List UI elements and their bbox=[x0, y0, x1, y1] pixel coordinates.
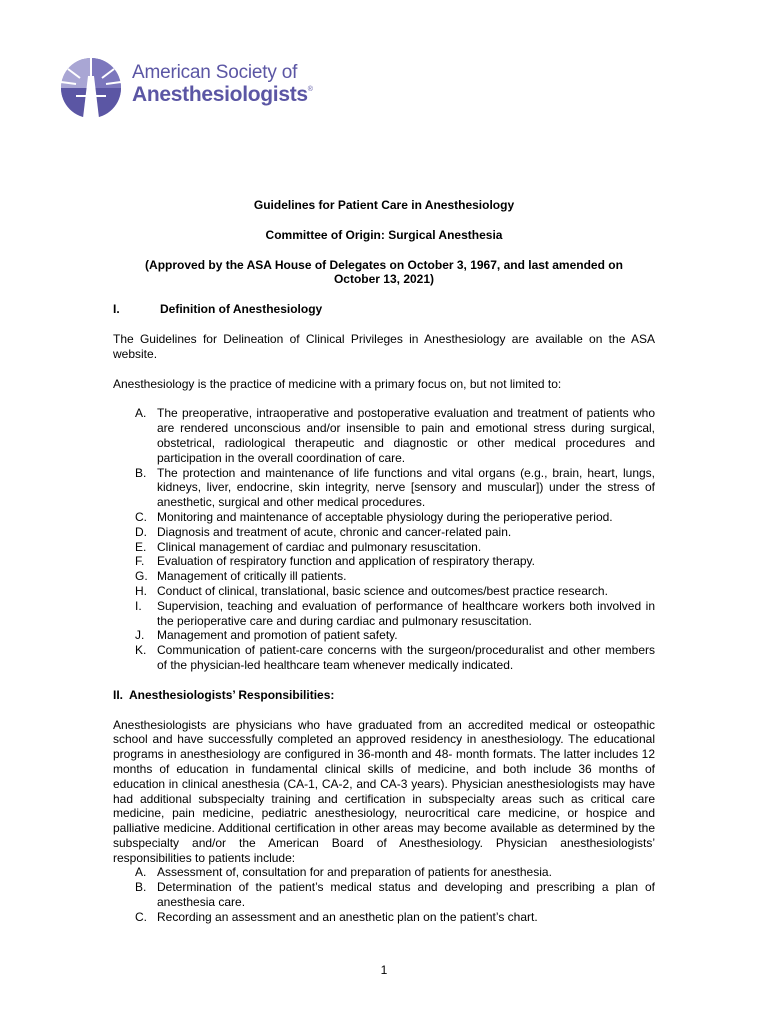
list-item: D. Diagnosis and treatment of acute, chronic and cancer-related pain. bbox=[135, 524, 512, 539]
list-item: I. Supervision, teaching and evaluation of performance of healthcare workers both involved in the perioperative care and during cardiac and pulmonary resuscitation. bbox=[135, 598, 655, 628]
section-1-title: Definition of Anesthesiology bbox=[160, 302, 323, 317]
section-2-number: II. bbox=[113, 687, 124, 702]
asa-emblem-icon bbox=[58, 56, 124, 120]
section-2-heading bbox=[113, 688, 655, 703]
document-body bbox=[113, 198, 655, 925]
section-1-list bbox=[135, 406, 655, 672]
section-2-paragraph: Anesthesiologists are physicians who have graduated from an accredited medical or osteopathic school and have successfully completed an approved residency in anesthesiology. The educational programs in anesthesiology are configured in 36-month and 48- month formats. The latter includes 12 months of education in fundamental clinical skills of medicine, and both include 36 months of education in clinical anesthesia (CA-1, CA-2, and CA-3 years). Physician anesthesiologists may have had additional subspecialty training and certification in subspecialty areas such as critical care medicine, pain medicine, pediatric anesthesiology, neurocritical care medicine, or hospice and palliative medicine. Additional certification in other areas may become available as determined by the subspecialty and/or the American Board of Anesthesiology. Physician anesthesiologists’ responsibilities to patients include: bbox=[113, 717, 655, 865]
approval-note: (Approved by the ASA House of Delegates on October 3, 1967, and last amended on October 13, 2021) bbox=[145, 257, 623, 287]
section-1-number: I. bbox=[113, 302, 120, 317]
logo-line-2: Anesthesiologists® bbox=[132, 83, 313, 106]
list-item: C. Recording an assessment and an anesthetic plan on the patient’s chart. bbox=[135, 909, 538, 924]
list-item: F. Evaluation of respiratory function and application of respiratory therapy. bbox=[135, 554, 535, 569]
document-title: Guidelines for Patient Care in Anesthesiology bbox=[253, 198, 515, 212]
section-2-list bbox=[135, 865, 655, 924]
list-item: B. The protection and maintenance of life functions and vital organs (e.g., brain, heart, lungs, kidneys, liver, endocrine, skin integrity, nerve [sensory and muscular]) under the stress of anesthetic, surgical and other medical procedures. bbox=[135, 465, 655, 510]
list-item: B. Determination of the patient’s medical status and developing and prescribing a plan of anesthesia care. bbox=[135, 880, 655, 910]
list-item: G. Management of critically ill patients. bbox=[135, 569, 347, 584]
list-item: H. Conduct of clinical, translational, basic science and outcomes/best practice research. bbox=[135, 583, 608, 598]
section-1-heading bbox=[113, 302, 655, 317]
list-item: A. Assessment of, consultation for and preparation of patients for anesthesia. bbox=[135, 865, 552, 880]
section-1-paragraph-1: The Guidelines for Delineation of Clinical Privileges in Anesthesiology are available on the ASA website. bbox=[113, 331, 655, 361]
list-item: J. Management and promotion of patient safety. bbox=[135, 628, 398, 643]
page-number: 1 bbox=[380, 963, 388, 977]
list-item: A. The preoperative, intraoperative and postoperative evaluation and treatment of patients who are rendered unconscious and/or insensible to pain and emotional stress during surgical, obstetrical, radiological therapeutic and diagnostic or other medical procedures and participation in the overall coordination of care. bbox=[135, 406, 655, 465]
list-item: K. Communication of patient-care concerns with the surgeon/proceduralist and other members of the physician-led healthcare team whenever medically indicated. bbox=[135, 643, 655, 672]
section-1-paragraph-2: Anesthesiology is the practice of medicine with a primary focus on, but not limited to: bbox=[113, 376, 562, 391]
list-item: E. Clinical management of cardiac and pulmonary resuscitation. bbox=[135, 539, 482, 554]
committee-of-origin: Committee of Origin: Surgical Anesthesia bbox=[265, 227, 503, 242]
registered-mark: ® bbox=[307, 86, 313, 93]
logo-line-1: American Society of bbox=[132, 62, 298, 83]
asa-logo bbox=[58, 56, 313, 120]
section-2-title: Anesthesiologists’ Responsibilities: bbox=[129, 687, 335, 702]
list-item: C. Monitoring and maintenance of acceptable physiology during the perioperative period. bbox=[135, 509, 613, 524]
